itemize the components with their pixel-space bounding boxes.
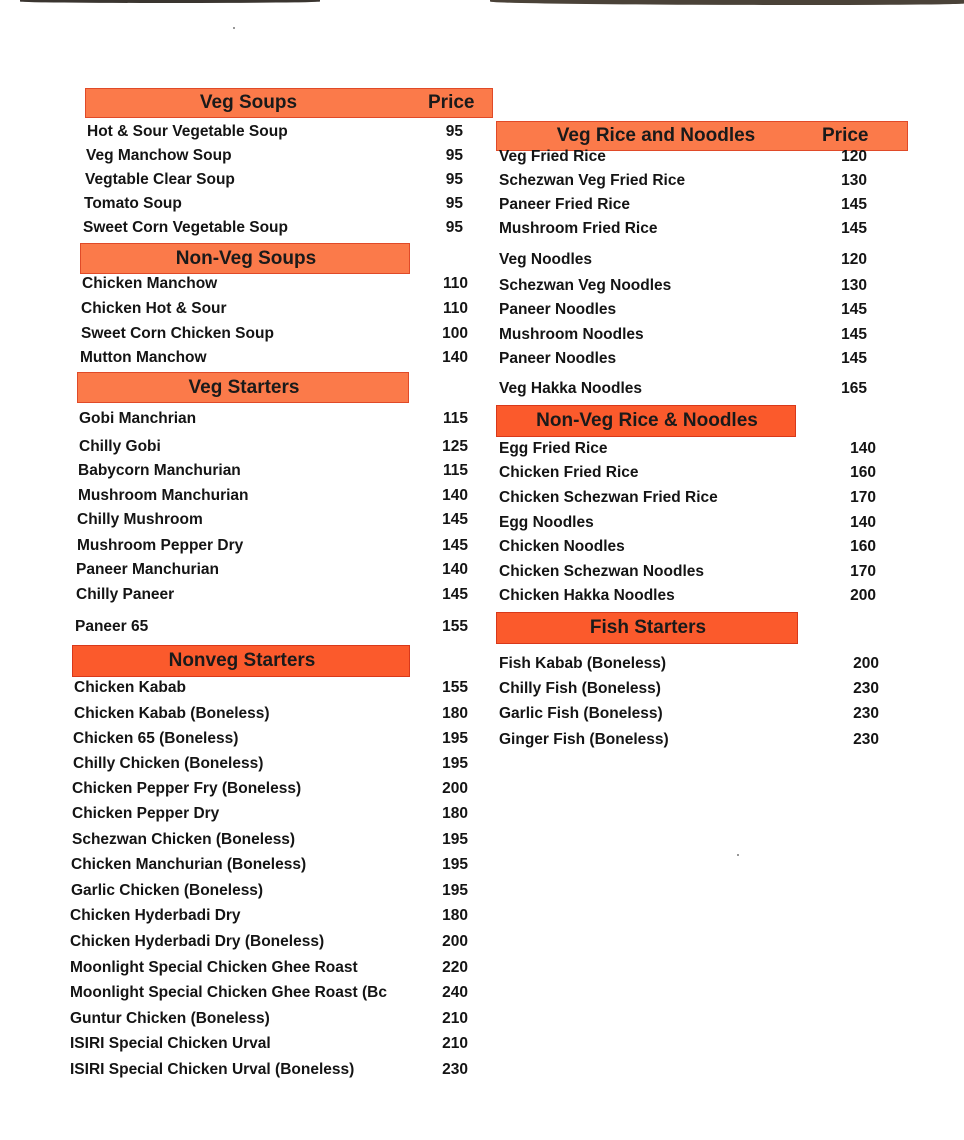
menu-item-name: Mushroom Noodles — [499, 326, 644, 343]
menu-item-price: 115 — [442, 462, 468, 479]
menu-item-price: 240 — [442, 984, 468, 1001]
menu-item-price: 140 — [850, 440, 876, 457]
menu-item-price: 200 — [442, 933, 468, 950]
menu-item-price: 110 — [442, 300, 468, 317]
menu-item-price: 230 — [853, 705, 879, 722]
menu-item-price: 230 — [853, 680, 879, 697]
menu-item-name: Schezwan Chicken (Boneless) — [72, 831, 296, 848]
menu-item-name: Chilly Fish (Boneless) — [499, 680, 661, 697]
menu-item-price: 140 — [442, 561, 468, 578]
menu-item-name: Sweet Corn Vegetable Soup — [83, 219, 288, 236]
menu-item-name: Mushroom Fried Rice — [499, 220, 658, 237]
photo-edge-shadow-left — [20, 0, 320, 3]
menu-item-price: 120 — [841, 251, 867, 268]
menu-item-price: 160 — [850, 464, 876, 481]
menu-item-price: 140 — [442, 487, 468, 504]
menu-item-price: 140 — [850, 514, 876, 531]
menu-item-name: Paneer Fried Rice — [499, 196, 630, 213]
section-header-nonveg-soups — [80, 243, 410, 274]
menu-item-price: 170 — [850, 489, 876, 506]
menu-item-name: Moonlight Special Chicken Ghee Roast (Bc — [70, 984, 387, 1001]
menu-item-name: Chicken Hyderbadi Dry — [70, 907, 241, 924]
menu-item-name: Mushroom Pepper Dry — [77, 537, 244, 554]
menu-item-name: Chicken Pepper Dry — [72, 805, 220, 822]
menu-item-name: Chicken Manchow — [82, 275, 218, 292]
menu-item-price: 200 — [442, 780, 468, 797]
menu-item-name: Sweet Corn Chicken Soup — [81, 325, 274, 342]
menu-item-name: Egg Noodles — [499, 514, 594, 531]
section-title: Veg Starters — [188, 376, 300, 398]
menu-item-name: Garlic Fish (Boneless) — [499, 705, 663, 722]
menu-item-name: Veg Hakka Noodles — [499, 380, 643, 397]
section-header-veg-starters — [77, 372, 409, 403]
menu-item-price: 130 — [841, 172, 867, 189]
menu-item-price: 145 — [841, 326, 867, 343]
section-title: Non-Veg Rice & Noodles — [536, 410, 758, 431]
menu-item-price: 145 — [841, 196, 867, 213]
menu-item-name: Chicken Kabab (Boneless) — [74, 705, 270, 722]
menu-item-name: ISIRI Special Chicken Urval — [70, 1035, 271, 1052]
menu-item-price: 95 — [445, 147, 463, 164]
menu-item-price: 155 — [442, 679, 468, 696]
menu-item-name: Hot & Sour Vegetable Soup — [87, 123, 288, 140]
speck — [233, 27, 235, 29]
menu-item-name: Chilly Mushroom — [77, 511, 203, 528]
price-column-label: Price — [428, 92, 475, 113]
menu-item-price: 210 — [442, 1010, 468, 1027]
menu-item-name: Guntur Chicken (Boneless) — [70, 1010, 270, 1027]
menu-item-name: Chicken Pepper Fry (Boneless) — [72, 780, 302, 797]
menu-item-price: 145 — [841, 301, 867, 318]
menu-item-price: 110 — [442, 275, 468, 292]
menu-item-name: Mutton Manchow — [80, 349, 207, 366]
menu-item-name: Tomato Soup — [84, 195, 182, 212]
menu-item-name: Veg Noodles — [499, 251, 593, 268]
section-header-veg-rice-noodles — [496, 121, 908, 151]
menu-item-price: 145 — [841, 350, 867, 367]
photo-edge-shadow-right — [490, 0, 964, 5]
menu-item-name: Egg Fried Rice — [499, 440, 608, 457]
menu-item-name: Schezwan Veg Noodles — [499, 277, 672, 294]
menu-item-name: Mushroom Manchurian — [78, 487, 249, 504]
menu-item-name: Chicken 65 (Boneless) — [73, 730, 239, 747]
menu-item-price: 100 — [442, 325, 468, 342]
menu-item-name: Chicken Hot & Sour — [81, 300, 227, 317]
menu-item-price: 195 — [442, 755, 468, 772]
menu-item-price: 230 — [442, 1061, 468, 1078]
menu-item-name: Veg Manchow Soup — [86, 147, 232, 164]
menu-item-price: 145 — [841, 220, 867, 237]
menu-item-name: Ginger Fish (Boneless) — [499, 731, 669, 748]
menu-item-name: Gobi Manchrian — [79, 410, 197, 427]
menu-item-price: 210 — [442, 1035, 468, 1052]
menu-item-name: Chicken Schezwan Fried Rice — [499, 489, 718, 506]
menu-item-name: Chicken Hakka Noodles — [499, 587, 675, 604]
section-title: Nonveg Starters — [168, 650, 316, 671]
menu-item-price: 180 — [442, 907, 468, 924]
menu-item-price: 95 — [445, 171, 463, 188]
menu-item-price: 230 — [853, 731, 879, 748]
menu-item-price: 195 — [442, 831, 468, 848]
menu-item-price: 95 — [445, 219, 463, 236]
menu-item-price: 200 — [853, 655, 879, 672]
section-title: Non-Veg Soups — [175, 247, 317, 269]
menu-item-name: Fish Kabab (Boneless) — [499, 655, 667, 672]
menu-item-name: Paneer 65 — [75, 618, 149, 635]
menu-item-name: Chicken Manchurian (Boneless) — [71, 856, 307, 873]
menu-item-price: 165 — [841, 380, 867, 397]
speck — [737, 854, 739, 856]
menu-item-name: Chilly Chicken (Boneless) — [73, 755, 264, 772]
menu-item-name: Chilly Gobi — [79, 438, 161, 455]
menu-item-price: 195 — [442, 856, 468, 873]
menu-item-name: Garlic Chicken (Boneless) — [71, 882, 264, 899]
menu-item-price: 155 — [442, 618, 468, 635]
menu-item-price: 180 — [442, 805, 468, 822]
menu-item-price: 195 — [442, 730, 468, 747]
menu-item-price: 145 — [442, 511, 468, 528]
menu-item-name: Paneer Noodles — [499, 350, 617, 367]
menu-item-price: 140 — [442, 349, 468, 366]
menu-item-name: Moonlight Special Chicken Ghee Roast — [70, 959, 358, 976]
section-header-nonveg-rice-noodles — [496, 405, 796, 437]
menu-item-name: Chicken Kabab — [74, 679, 186, 696]
menu-item-price: 95 — [445, 123, 463, 140]
menu-item-price: 195 — [442, 882, 468, 899]
menu-item-price: 130 — [841, 277, 867, 294]
menu-item-name: Chilly Paneer — [76, 586, 175, 603]
menu-item-name: Vegtable Clear Soup — [85, 171, 235, 188]
menu-item-price: 170 — [850, 563, 876, 580]
menu-item-name: Paneer Noodles — [499, 301, 617, 318]
menu-item-price: 120 — [841, 148, 867, 165]
menu-item-price: 145 — [442, 537, 468, 554]
menu-item-price: 95 — [445, 195, 463, 212]
menu-item-name: Chicken Fried Rice — [499, 464, 639, 481]
menu-item-name: ISIRI Special Chicken Urval (Boneless) — [70, 1061, 355, 1078]
section-title: Fish Starters — [589, 617, 707, 638]
menu-item-name: Paneer Manchurian — [76, 561, 219, 578]
price-column-label: Price — [822, 125, 869, 146]
menu-item-name: Chicken Hyderbadi Dry (Boneless) — [70, 933, 325, 950]
menu-item-name: Chicken Schezwan Noodles — [499, 563, 704, 580]
menu-item-price: 160 — [850, 538, 876, 555]
menu-item-price: 200 — [850, 587, 876, 604]
section-title: Veg Soups — [199, 92, 298, 113]
menu-item-name: Schezwan Veg Fried Rice — [499, 172, 686, 189]
menu-item-price: 145 — [442, 586, 468, 603]
menu-item-name: Chicken Noodles — [499, 538, 625, 555]
section-header-nonveg-starters — [72, 645, 410, 677]
section-header-fish-starters — [496, 612, 798, 644]
menu-item-price: 180 — [442, 705, 468, 722]
menu-item-name: Babycorn Manchurian — [78, 462, 241, 479]
menu-item-price: 115 — [442, 410, 468, 427]
menu-item-name: Veg Fried Rice — [499, 148, 606, 165]
section-title: Veg Rice and Noodles — [556, 125, 756, 146]
menu-item-price: 125 — [442, 438, 468, 455]
section-header-veg-soups — [85, 88, 493, 118]
menu-item-price: 220 — [442, 959, 468, 976]
